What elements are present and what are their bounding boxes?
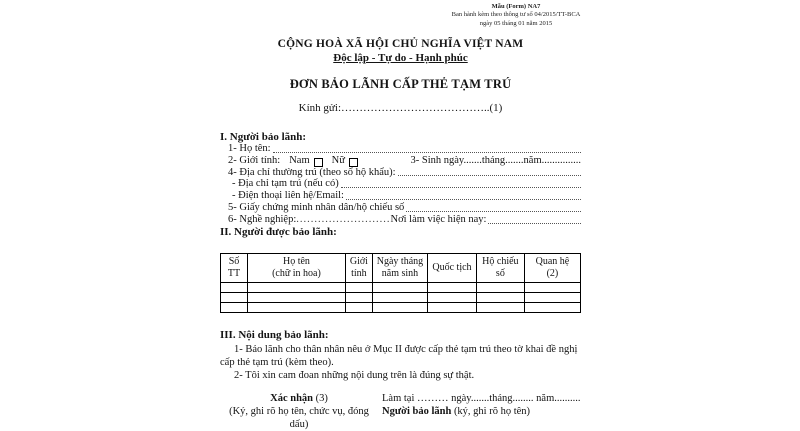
form-meta-block: [446, 3, 586, 28]
table-cell[interactable]: [248, 282, 346, 292]
table-cell[interactable]: [248, 302, 346, 312]
id-number-row: [220, 202, 581, 214]
section1-heading: I. Người bảo lãnh:: [220, 131, 307, 143]
perm-address-input-line[interactable]: [398, 175, 581, 176]
table-cell[interactable]: [221, 302, 248, 312]
table-cell[interactable]: [427, 292, 476, 302]
form-issued-date: ngày 05 tháng 01 năm 2015: [479, 19, 553, 27]
table-cell[interactable]: [427, 282, 476, 292]
perm-address-row: [220, 167, 581, 179]
table-cell[interactable]: [476, 282, 524, 292]
national-title: CỘNG HOÀ XÃ HỘI CHỦ NGHĨA VIỆT NAM: [277, 38, 524, 50]
form-issued: Ban hành kèm theo thông tư số 04/2015/TT-BCA: [451, 11, 581, 19]
guarantee-item-1: 1- Bảo lãnh cho thân nhân nêu ở Mục II được cấp thẻ tạm trú theo tờ khai đề nghị cấp thẻ tạm trú (kèm theo).: [220, 343, 578, 368]
contact-input-line[interactable]: [346, 199, 581, 200]
male-label: Nam: [289, 154, 310, 166]
table-cell[interactable]: [476, 302, 524, 312]
confirm-ref: (3): [313, 392, 328, 404]
table-row: [221, 282, 581, 292]
table-cell[interactable]: [345, 292, 372, 302]
addressee-line: Kính gửi:…………………………………..(1): [298, 102, 503, 114]
table-row: [221, 302, 581, 312]
table-cell[interactable]: [372, 292, 427, 302]
col-header-stt: Số TT: [221, 253, 248, 282]
section2-heading: II. Người được bảo lãnh:: [220, 225, 337, 238]
national-motto: Độc lập - Tự do - Hạnh phúc: [333, 52, 468, 64]
guarantee-item-2: 2- Tôi xin cam đoan những nội dung trên là đúng sự thật.: [234, 370, 475, 382]
signer-note: (ký, ghi rõ họ tên): [451, 405, 531, 417]
col-header-relationship: Quan hệ (2): [524, 253, 580, 282]
temp-address-row: [220, 178, 581, 190]
birthdate-label: 3- Sinh ngày.......tháng.......năm...............: [410, 154, 581, 166]
table-cell[interactable]: [345, 282, 372, 292]
table-cell[interactable]: [221, 292, 248, 302]
contact-label: - Điện thoại liên hệ/Email:: [232, 190, 344, 202]
signature-block: [220, 392, 581, 431]
confirm-note: (Ký, ghi rõ họ tên, chức vụ, đóng dấu): [229, 405, 369, 430]
table-cell[interactable]: [372, 302, 427, 312]
contact-row: [220, 190, 581, 202]
col-header-name: Họ tên (chữ in hoa): [248, 253, 346, 282]
table-cell[interactable]: [221, 282, 248, 292]
table-cell[interactable]: [524, 282, 580, 292]
table-header-row: [221, 253, 581, 282]
gender-birth-row: [220, 155, 581, 167]
id-number-label: 5- Giấy chứng minh nhân dân/hộ chiếu số: [228, 201, 405, 213]
temp-address-input-line[interactable]: [341, 187, 581, 188]
occupation-input-line[interactable]: ..........................: [296, 213, 391, 225]
gender-label: 2- Giới tính:: [228, 154, 281, 166]
fullname-label: 1- Họ tên:: [228, 143, 271, 154]
female-label: Nữ: [331, 154, 345, 166]
fullname-row: [220, 143, 581, 155]
table-cell[interactable]: [372, 282, 427, 292]
table-cell[interactable]: [524, 302, 580, 312]
checkbox-female[interactable]: [349, 158, 358, 167]
confirm-title: Xác nhận: [270, 392, 313, 404]
col-header-nationality: Quốc tịch: [427, 253, 476, 282]
form-title: ĐƠN BẢO LÃNH CẤP THẺ TẠM TRÚ: [289, 77, 512, 91]
place-date-line: Làm tại ……… ngày.......tháng........ năm..........: [382, 392, 581, 404]
occupation-row: [220, 214, 581, 226]
checkbox-male[interactable]: [314, 158, 323, 167]
form-document: [220, 38, 581, 431]
col-header-gender: Giới tính: [345, 253, 372, 282]
section3-heading: III. Nội dung bảo lãnh:: [220, 328, 329, 341]
workplace-label: Nơi làm việc hiện nay:: [390, 213, 487, 225]
col-header-passport: Hộ chiếu số: [476, 253, 524, 282]
table-row: [221, 292, 581, 302]
sponsored-persons-table: [220, 253, 581, 313]
table-cell[interactable]: [248, 292, 346, 302]
signer-title: Người bảo lãnh: [382, 405, 452, 417]
table-cell[interactable]: [427, 302, 476, 312]
table-cell[interactable]: [345, 302, 372, 312]
table-cell[interactable]: [524, 292, 580, 302]
fullname-input-line[interactable]: [273, 152, 581, 153]
id-number-input-line[interactable]: [406, 211, 581, 212]
col-header-dob: Ngày tháng năm sinh: [372, 253, 427, 282]
form-number: Mẫu (Form) NA7: [491, 3, 541, 10]
occupation-label: 6- Nghề nghiệp:: [228, 213, 297, 225]
table-cell[interactable]: [476, 292, 524, 302]
workplace-input-line[interactable]: [488, 223, 581, 224]
perm-address-label: 4- Địa chỉ thường trú (theo sổ hộ khẩu):: [228, 166, 396, 178]
temp-address-label: - Địa chỉ tạm trú (nếu có): [232, 178, 339, 190]
